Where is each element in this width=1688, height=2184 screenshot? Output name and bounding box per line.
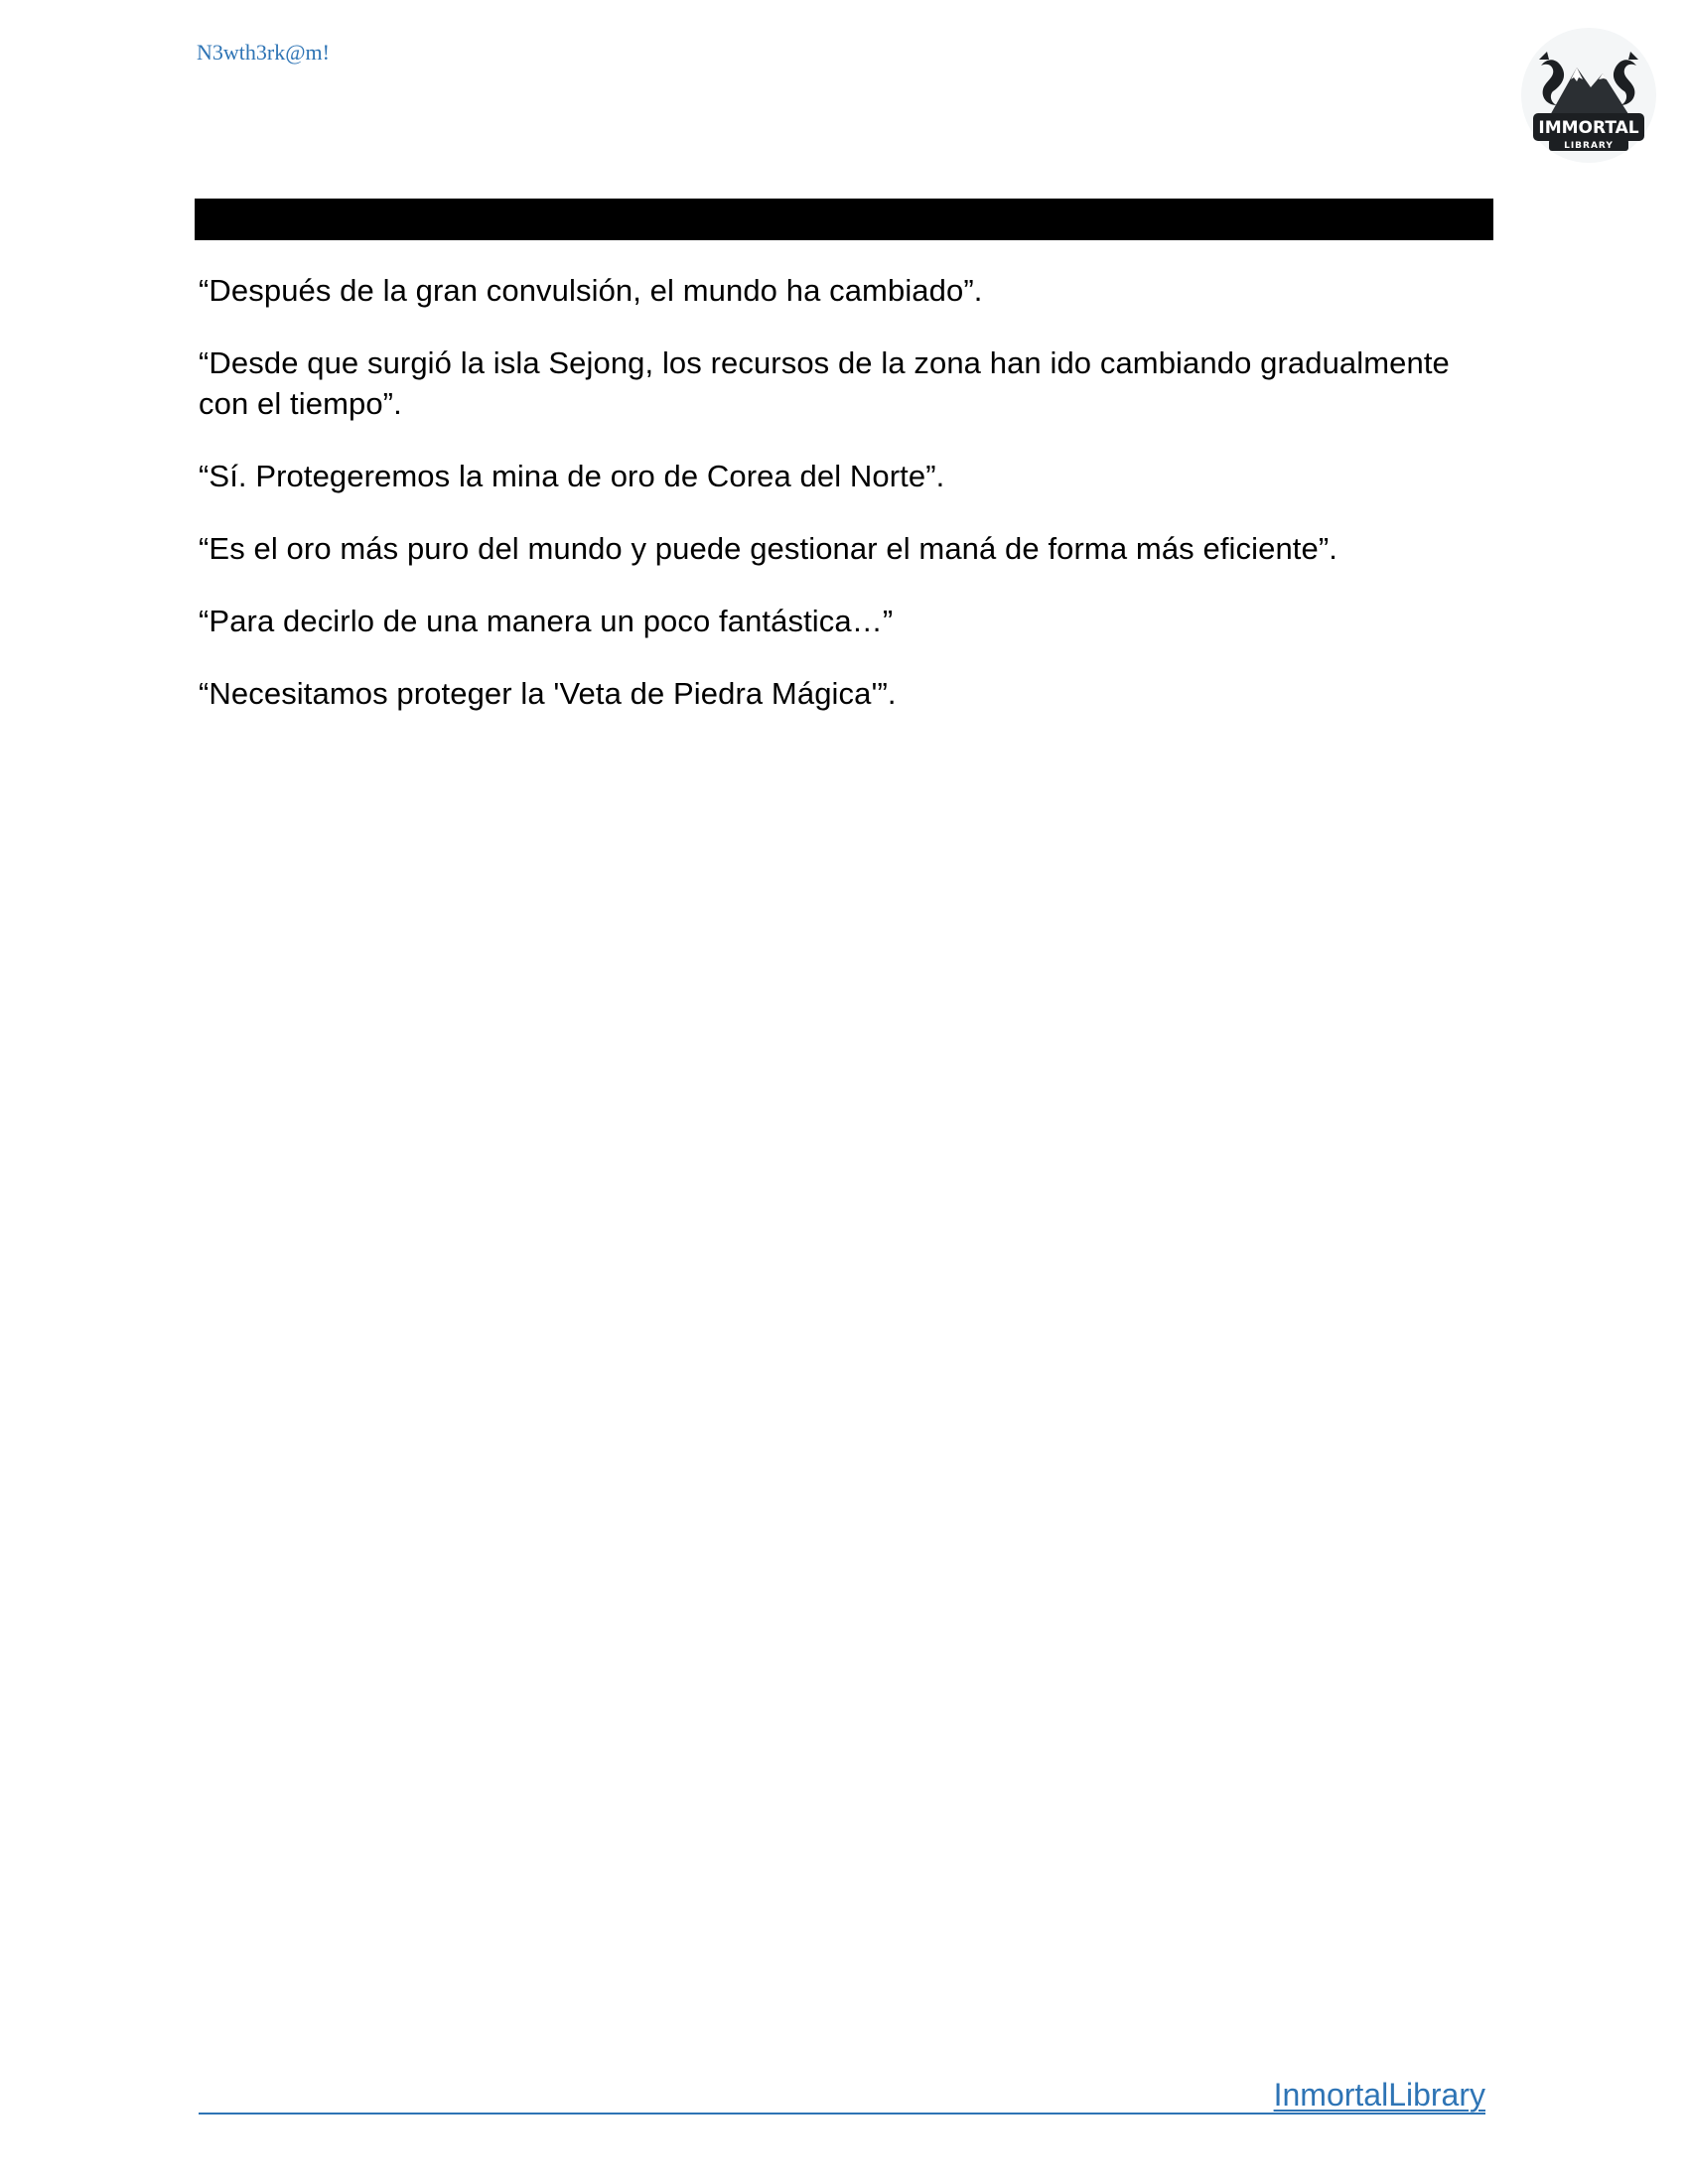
paragraph: “Después de la gran convulsión, el mundo ha cambiado”. <box>199 273 983 308</box>
paragraph: “Desde que surgió la isla Sejong, los recursos de la zona han ido cambiando gradualmente con el tiempo”. <box>199 345 1450 421</box>
logo-text-line2: LIBRARY <box>1564 141 1614 151</box>
footer-link[interactable]: InmortalLibrary <box>1273 2077 1485 2113</box>
paragraph: “Necesitamos proteger la 'Veta de Piedra Mágica'”. <box>199 676 897 711</box>
redaction-bar <box>195 199 1493 240</box>
immortal-library-logo <box>1519 26 1658 165</box>
paragraph: “Es el oro más puro del mundo y puede gestionar el maná de forma más eficiente”. <box>199 531 1337 566</box>
dragon-crest-icon <box>1519 26 1658 165</box>
paragraph: “Sí. Protegeremos la mina de oro de Corea del Norte”. <box>199 459 945 493</box>
logo-text-line1: IMMORTAL <box>1538 118 1639 138</box>
paragraph: “Para decirlo de una manera un poco fantástica…” <box>199 604 894 638</box>
document-body <box>199 270 1489 746</box>
header-tag: N3wth3rk@m! <box>197 40 330 65</box>
